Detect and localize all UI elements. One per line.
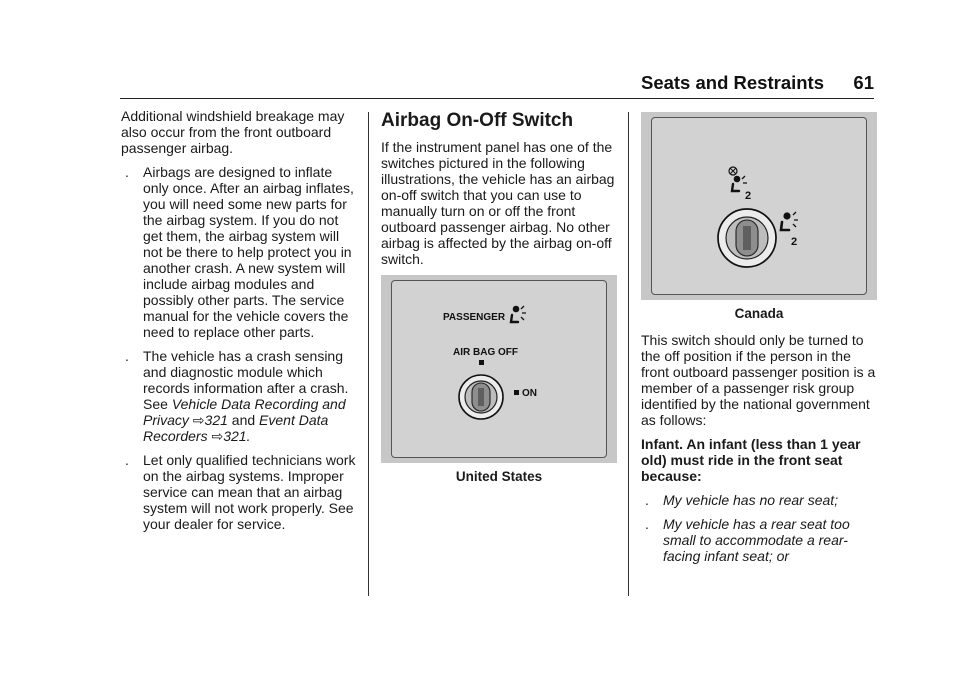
page-ref-arrow-icon: ⇨ — [192, 412, 205, 428]
passenger-airbag-icon — [511, 306, 526, 322]
bullet-mark: . — [645, 516, 649, 532]
airbag-switch-illustration — [641, 112, 877, 300]
bullet-mark: . — [125, 164, 129, 180]
list-item-text: The vehicle has a crash sensing and diagnostic module which records information after a crash. See — [143, 348, 349, 412]
figure-canada-switch — [641, 112, 877, 300]
list-item — [121, 164, 357, 340]
column-left — [121, 108, 357, 540]
conjunction: and — [231, 412, 256, 428]
bullet-mark: . — [125, 348, 129, 364]
column-divider — [628, 112, 629, 596]
list-item-text: Let only qualified technicians work on the airbag systems. Improper service can mean that an airbag system will not work properly. See your dealer for service. — [143, 452, 356, 532]
airbag-switch-illustration — [381, 275, 617, 463]
list-item-text: My vehicle has a rear seat too small to accommodate a rear-facing infant seat; or — [663, 516, 850, 564]
cross-reference-link[interactable]: Event Data Recorders — [143, 412, 329, 444]
list-item-text: Airbags are designed to inflate only once. After an airbag inflates, you will need some new parts for the airbag system. If you do not get them, the airbag system will not be there to help protect you in another crash. A new system will include airbag modules and possibly other parts. The service manual for the vehicle covers the need to replace other parts. — [143, 164, 354, 340]
seat-number-label: 2 — [745, 190, 752, 202]
bullet-mark: . — [125, 452, 129, 468]
page-number: 61 — [853, 72, 874, 93]
cross-reference-link[interactable]: Vehicle Data Recording and Privacy — [143, 396, 346, 428]
page-ref[interactable]: 321 — [223, 428, 247, 444]
airbag-off-label: AIR BAG OFF — [453, 347, 518, 358]
paragraph: Additional windshield breakage may also occur from the front outboard passenger airbag. — [121, 108, 345, 156]
column-middle — [381, 108, 617, 495]
off-indicator — [479, 360, 484, 365]
list-item — [641, 492, 877, 508]
paragraph: This switch should only be turned to the off position if the person in the front outboard passenger position is a member of a passenger risk group identified by the national government as follows: — [641, 332, 876, 428]
bullet-mark: . — [645, 492, 649, 508]
figure-caption: United States — [455, 469, 543, 484]
airbag-on-icon — [781, 212, 798, 230]
column-right — [641, 108, 877, 572]
airbag-off-icon — [729, 167, 747, 191]
column-divider — [368, 112, 369, 596]
list-item — [641, 516, 877, 564]
page-ref[interactable]: 321 — [204, 412, 228, 428]
figure-caption: Canada — [734, 306, 784, 321]
list-item: . The vehicle has a crash sensing and diagnostic module which records information after a crash. See Vehicle Data Recording and Privacy ⇨321 and Event Data Recorders ⇨321. — [125, 348, 349, 444]
passenger-label: PASSENGER — [443, 312, 506, 323]
figure-us-switch — [381, 275, 617, 463]
section-title: Seats and Restraints — [640, 72, 824, 93]
paragraph: If the instrument panel has one of the switches pictured in the following illustrations, the vehicle has an airbag on-off switch that you can use to manually turn on or off the front outboard passenger airbag. No other airbag is affected by the airbag on-off switch. — [381, 139, 615, 267]
sub-heading: Infant. An infant (less than 1 year old) must ride in the front seat because: — [641, 436, 861, 484]
list-item — [121, 452, 357, 532]
key-switch[interactable] — [718, 209, 776, 267]
list-item-text: My vehicle has no rear seat; — [663, 492, 839, 508]
on-label: ON — [522, 388, 537, 399]
page-ref-arrow-icon: ⇨ — [211, 428, 224, 444]
section-heading: Airbag On-Off Switch — [381, 110, 574, 131]
seat-number-label: 2 — [791, 236, 798, 248]
key-switch[interactable] — [459, 375, 503, 419]
page-header — [120, 72, 874, 99]
on-indicator — [514, 390, 519, 395]
